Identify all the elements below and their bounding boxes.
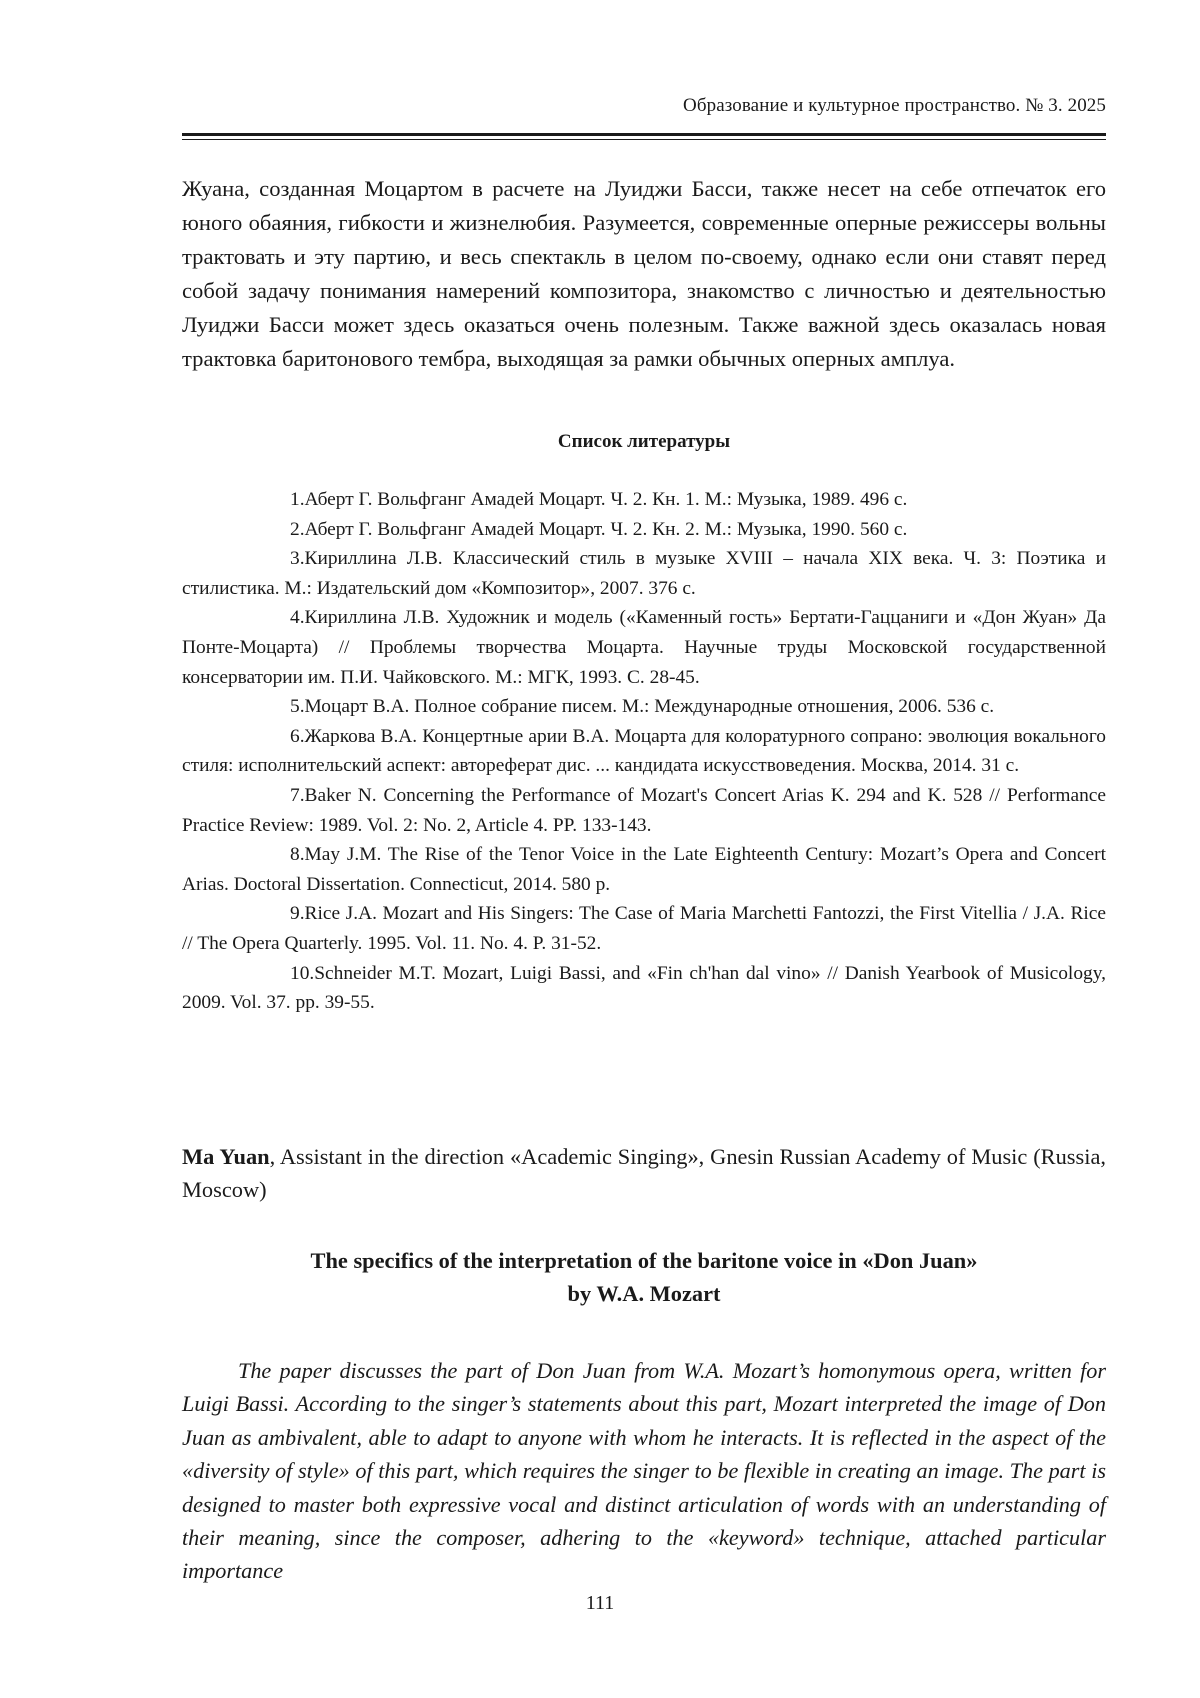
reference-item [182, 692, 1106, 722]
running-header: Образование и культурное пространство. № 3. 2025 [683, 95, 1106, 116]
reference-text: Schneider M.T. Mozart, Luigi Bassi, and «Fin ch'han dal vino» // Danish Yearbook of Musicology, 2009. Vol. 37. pp. 39-55. [182, 962, 1106, 1014]
reference-item [182, 722, 1106, 781]
page-number: 111 [585, 1592, 615, 1614]
references-title: Список литературы [557, 431, 731, 452]
lead-paragraph: Жуана, созданная Моцартом в расчете на Луиджи Басси, также несет на себе отпечаток его юного обаяния, гибкости и жизнелюбия. Разумеется, современные оперные режиссеры вольны трактовать и эту партию, и весь спектакль в целом по-своему, однако если они ставят перед собой задачу понимания намерений композитора, знакомство с личностью и деятельностью Луиджи Басси может здесь оказаться очень полезным. Также важной здесь оказалась новая трактовка баритонового тембра, выходящая за рамки обычных оперных амплуа. [182, 176, 1106, 371]
article-title-line-2: by W.A. Mozart [567, 1281, 721, 1306]
header-rule-thin [182, 139, 1106, 140]
reference-text: Baker N. Concerning the Performance of Mozart's Concert Arias K. 294 and K. 528 // Performance Practice Review: 1989. Vol. 2: No. 2, Article 4. PP. 133-143. [182, 784, 1106, 836]
reference-item [182, 899, 1106, 958]
reference-text: Аберт Г. Вольфганг Амадей Моцарт. Ч. 2. Кн. 1. М.: Музыка, 1989. 496 с. [304, 489, 908, 510]
reference-text: Кириллина Л.В. Художник и модель («Каменный гость» Бертати-Гаццаниги и «Дон Жуан» Да Понте-Моцарта) // Проблемы творчества Моцарта. Научные труды Московской государственной консерватории им. П.И. Чайковского. М.: МГК, 1993. С. 28-45. [182, 607, 1106, 688]
reference-item [182, 515, 1106, 545]
author-affiliation: , Assistant in the direction «Academic Singing», Gnesin Russian Academy of Music (Russia, Moscow) [182, 1144, 1106, 1202]
reference-text: Жаркова В.А. Концертные арии В.А. Моцарта для колоратурного сопрано: эволюция вокального стиля: исполнительский аспект: автореферат дис. ... кандидата искусствоведения. Москва, 2014. 31 с. [182, 725, 1106, 777]
reference-item [182, 959, 1106, 1018]
reference-text: Кириллина Л.В. Классический стиль в музыке XVIII – начала XIX века. Ч. 3: Поэтика и стилистика. М.: Издательский дом «Композитор», 2007. 376 с. [182, 548, 1106, 599]
author-name: Ma Yuan [182, 1144, 270, 1169]
reference-text: Моцарт В.А. Полное собрание писем. М.: Международные отношения, 2006. 536 с. [304, 696, 995, 718]
article-title-line-1: The specifics of the interpretation of the baritone voice in «Don Juan» [310, 1248, 978, 1273]
reference-number: 9. [290, 903, 305, 925]
reference-number: 10. [290, 962, 315, 984]
reference-number: 5. [290, 696, 305, 718]
author-line [182, 1140, 1106, 1206]
reference-number: 4. [290, 607, 305, 629]
reference-number: 7. [290, 784, 305, 806]
reference-text: Аберт Г. Вольфганг Амадей Моцарт. Ч. 2. Кн. 2. М.: Музыка, 1990. 560 с. [304, 518, 908, 540]
reference-number: 3. [290, 548, 305, 570]
references-list [182, 485, 1106, 1018]
reference-text: Rice J.A. Mozart and His Singers: The Case of Maria Marchetti Fantozzi, the First Vitellia / J.A. Rice // The Opera Quarterly. 1995. Vol. 11. No. 4. P. 31-52. [182, 903, 1106, 954]
article-title [182, 1244, 1106, 1310]
reference-item [182, 840, 1106, 899]
reference-item [182, 544, 1106, 603]
reference-number: 1. [290, 489, 305, 510]
reference-number: 6. [290, 725, 305, 747]
abstract: The paper discusses the part of Don Juan from W.A. Mozart’s homonymous opera, written for Luigi Bassi. According to the singer’s statements about this part, Mozart interpreted the image of Don Juan as ambivalent, able to adapt to anyone with whom he interacts. It is reflected in the aspect of the «diversity of style» of this part, which requires the singer to be flexible in creating an image. The part is designed to master both expressive vocal and distinct articulation of words with an understanding of their meaning, since the composer, adhering to the «keyword» technique, attached particular importance [182, 1358, 1106, 1584]
reference-item [182, 485, 1106, 515]
reference-item [182, 781, 1106, 840]
reference-number: 2. [290, 518, 305, 540]
header-rule-thick [182, 133, 1106, 136]
reference-number: 8. [290, 844, 305, 866]
reference-item [182, 603, 1106, 692]
reference-text: May J.M. The Rise of the Tenor Voice in the Late Eighteenth Century: Mozart’s Opera and Concert Arias. Doctoral Dissertation. Connecticut, 2014. 580 p. [182, 844, 1106, 895]
